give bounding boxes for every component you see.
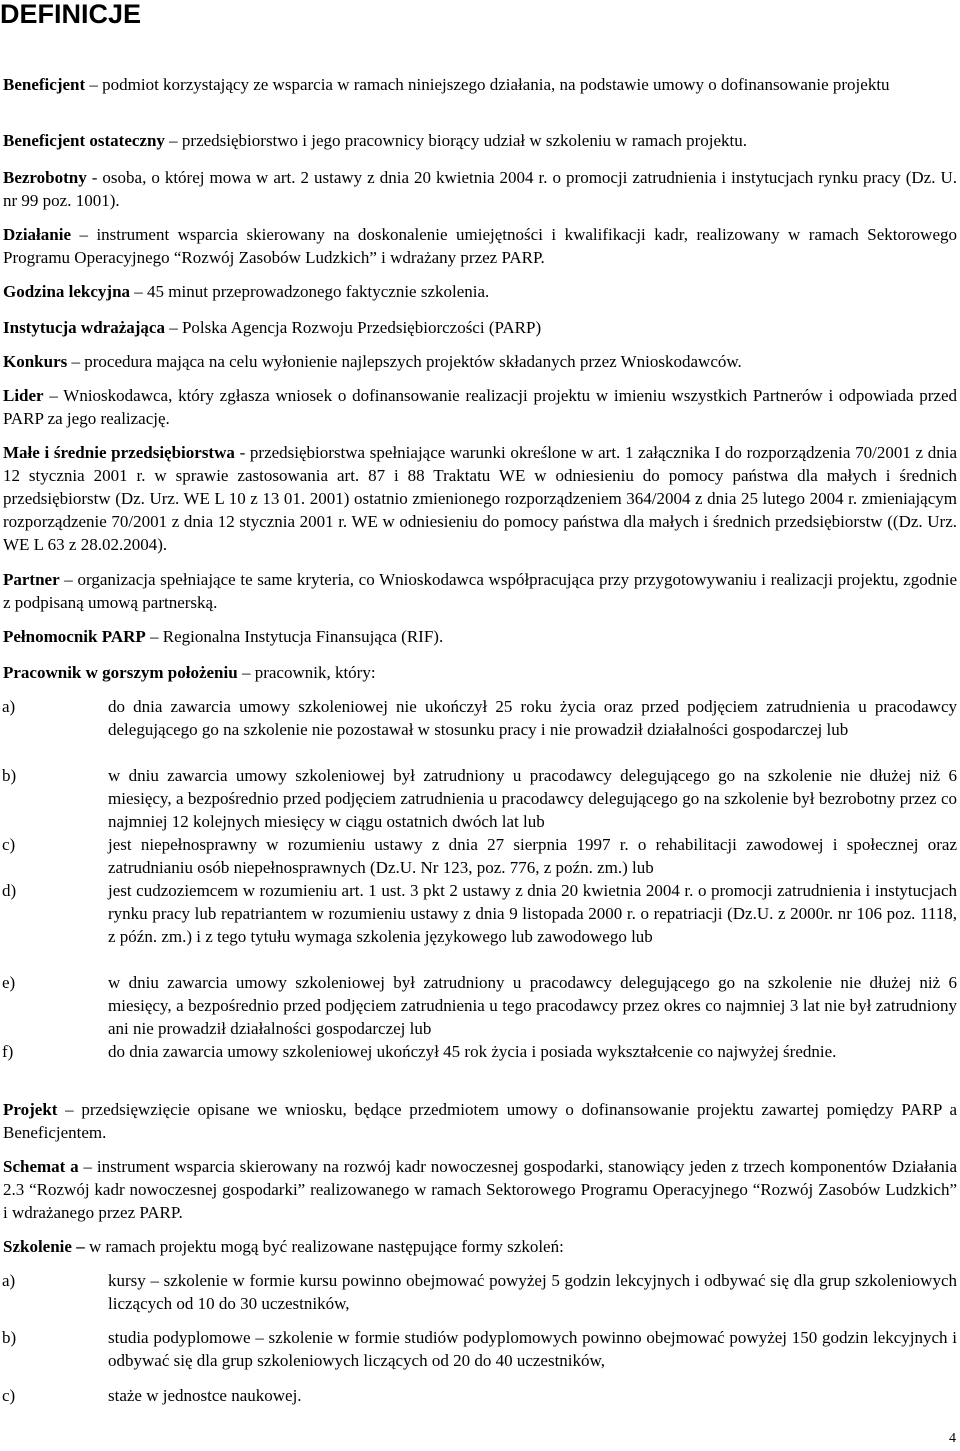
definition-text: – instrument wsparcia skierowany na doskonalenie umiejętności i kwalifikacji kadr, realizowany w ramach Sektorowego Programu Operacyjnego “Rozwój Zasobów Ludzkich” i wdrażany przez PARP. xyxy=(3,225,957,267)
definition-term: Małe i średnie przedsiębiorstwa xyxy=(3,443,235,462)
definition-text: – organizacja spełniające te same kryteria, co Wnioskodawca współpracująca przy przygotowywaniu i realizacji projektu, zgodnie z podpisaną umową partnerską. xyxy=(3,570,957,612)
definition-text: – podmiot korzystający ze wsparcia w ramach niniejszego działania, na podstawie umowy o dofinansowanie projektu xyxy=(85,75,890,94)
definition-term: Godzina lekcyjna xyxy=(3,282,131,301)
definition-term: Instytucja wdrażająca xyxy=(3,318,165,337)
list-item-text: do dnia zawarcia umowy szkoleniowej nie ukończył 25 roku życia oraz przed podjęciem zatrudnienia u pracodawcy delegującego go na szkolenie nie pozostawał w stosunku pracy i nie prowadził działalności gospodarczej lub xyxy=(108,697,957,739)
list-item-label: a) xyxy=(2,697,16,716)
list-item-text: jest niepełnosprawny w rozumieniu ustawy z dnia 27 sierpnia 1997 r. o rehabilitacji zawodowej i społecznej oraz zatrudnianiu osób niepełnosprawnych (Dz.U. Nr 123, poz. 776, z poźn. zm.) lub xyxy=(108,835,957,877)
definition-text: – procedura mająca na celu wyłonienie najlepszych projektów składanych przez Wnioskodawców. xyxy=(67,352,742,371)
list-item xyxy=(2,1040,957,1063)
list-item-text: jest cudzoziemcem w rozumieniu art. 1 ust. 3 pkt 2 ustawy z dnia 20 kwietnia 2004 r. o promocji zatrudnienia i instytucjach rynku pracy lub repatriantem w rozumieniu ustawy z dnia 9 listopada 2000 r. o repatriacji (Dz.U. z 2000r. nr 106 poz. 1118, z późn. zm.) i z tego tytułu wymaga szkolenia językowego lub zawodowego lub xyxy=(108,881,957,946)
definition-term: Konkurs xyxy=(3,352,68,371)
definition-term: Bezrobotny xyxy=(3,168,87,187)
definition-term: Lider xyxy=(3,386,44,405)
definition-text: – przedsiębiorstwo i jego pracownicy biorący udział w szkoleniu w ramach projektu. xyxy=(164,131,747,150)
definition-term: Pełnomocnik PARP xyxy=(3,627,146,646)
definition-lider xyxy=(3,384,957,430)
definition-szkolenie xyxy=(3,1235,957,1258)
definition-text: – Regionalna Instytucja Finansująca (RIF). xyxy=(145,627,444,646)
definition-msp xyxy=(3,441,957,556)
definition-projekt xyxy=(3,1098,957,1144)
definition-term: Schemat a xyxy=(3,1157,79,1176)
list-item-text: do dnia zawarcia umowy szkoleniowej ukończył 45 rok życia i posiada wykształcenie co najwyżej średnie. xyxy=(108,1042,837,1061)
definition-text: – Polska Agencja Rozwoju Przedsiębiorczości (PARP) xyxy=(164,318,542,337)
definition-partner xyxy=(3,568,957,614)
list-item xyxy=(2,1326,957,1372)
definition-text: – przedsięwzięcie opisane we wniosku, będące przedmiotem umowy o dofinansowanie projektu zawartej pomiędzy PARP a Beneficjentem. xyxy=(3,1100,957,1142)
definition-term: Działanie xyxy=(3,225,71,244)
list-item-label: d) xyxy=(2,881,17,900)
definition-instytucja-wdrazajaca xyxy=(3,316,957,339)
definition-text: – 45 minut przeprowadzonego faktycznie szkolenia. xyxy=(130,282,490,301)
list-item xyxy=(2,833,957,879)
list-item-label: c) xyxy=(2,835,16,854)
definition-text: - osoba, o której mowa w art. 2 ustawy z dnia 20 kwietnia 2004 r. o promocji zatrudnienia i instytucjach rynku pracy (Dz. U. nr 99 poz. 1001). xyxy=(3,168,957,210)
list-item xyxy=(2,971,957,1040)
list-item-label: c) xyxy=(2,1386,16,1405)
list-item xyxy=(2,879,957,948)
definition-text: w ramach projektu mogą być realizowane następujące formy szkoleń: xyxy=(84,1237,564,1256)
list-item-text: kursy – szkolenie w formie kursu powinno obejmować powyżej 5 godzin lekcyjnych i odbywać się dla grup szkoleniowych liczących od 10 do 30 uczestników, xyxy=(108,1271,957,1313)
definition-text: - przedsiębiorstwa spełniające warunki określone w art. 1 załącznika I do rozporządzenia 70/2001 z dnia 12 stycznia 2001 r. w sprawie zastosowania art. 87 i 88 Traktatu WE w odniesieniu do pomocy państwa dla małych i średnich przedsiębiorstw (Dz. Urz. WE L 10 z 13 01. 2001) ostatnio zmienionego rozporządzeniem 364/2004 z dnia 25 lutego 2004 r. zmieniającym rozporządzenie 70/2001 z dnia 12 stycznia 2001 r. WE w odniesieniu do pomocy państwa dla małych i średnich przedsiębiorstw ((Dz. Urz. WE L 63 z 28.02.2004). xyxy=(3,443,958,554)
definition-pracownik-w-gorszym-polozeniu xyxy=(3,661,957,684)
list-item xyxy=(2,764,957,833)
list-item-text: w dniu zawarcia umowy szkoleniowej był zatrudniony u pracodawcy delegującego go na szkolenie nie dłużej niż 6 miesięcy, a bezpośrednio przed podjęciem zatrudnienia u tego pracodawcy przez okres co najmniej 3 lat nie był zatrudniony ani nie prowadził działalności gospodarczej lub xyxy=(108,973,957,1038)
list-item-label: e) xyxy=(2,973,16,992)
definition-godzina-lekcyjna xyxy=(3,280,957,303)
definition-term: Pracownik w gorszym położeniu xyxy=(3,663,238,682)
list-item-label: a) xyxy=(2,1271,16,1290)
definition-text: – pracownik, który: xyxy=(237,663,376,682)
definition-konkurs xyxy=(3,350,957,373)
page-number: 4 xyxy=(949,1431,956,1446)
definition-term: Beneficjent ostateczny xyxy=(3,131,165,150)
list-item-label: b) xyxy=(2,766,17,785)
list-item-text: w dniu zawarcia umowy szkoleniowej był zatrudniony u pracodawcy delegującego go na szkolenie nie dłużej niż 6 miesięcy, a bezpośrednio przed podjęciem zatrudnienia u pracodawcy delegującego go na szkolenie był bezrobotny przez co najmniej 12 kolejnych miesięcy w ciągu ostatnich dwóch lat lub xyxy=(108,766,957,831)
definition-bezrobotny xyxy=(3,166,957,212)
definition-text: – Wnioskodawca, który zgłasza wniosek o dofinansowanie realizacji projektu w imieniu wszystkich Partnerów i odpowiada przed PARP za jego realizację. xyxy=(3,386,957,428)
definition-text: – instrument wsparcia skierowany na rozwój kadr nowoczesnej gospodarki, stanowiący jeden z trzech komponentów Działania 2.3 “Rozwój kadr nowoczesnej gospodarki” realizowanego w ramach Sektorowego Programu Operacyjnego “Rozwój Zasobów Ludzkich” i wdrażanego przez PARP. xyxy=(3,1157,957,1222)
definition-schemat-a xyxy=(3,1155,957,1224)
definition-pelnomocnik-parp xyxy=(3,625,957,648)
definition-term: Beneficjent xyxy=(3,75,86,94)
list-item xyxy=(2,1269,957,1315)
definition-dzialanie xyxy=(3,223,957,269)
list-item-text: staże w jednostce naukowej. xyxy=(108,1386,302,1405)
definition-term: Partner xyxy=(3,570,60,589)
page-title: DEFINICJE xyxy=(0,0,142,29)
list-item xyxy=(2,695,957,741)
list-item xyxy=(2,1384,957,1407)
list-item-label: b) xyxy=(2,1328,17,1347)
list-item-label: f) xyxy=(2,1042,14,1061)
list-item-text: studia podyplomowe – szkolenie w formie studiów podyplomowych powinno obejmować powyżej 150 godzin lekcyjnych i odbywać się dla grup szkoleniowych liczących od 20 do 40 uczestników, xyxy=(108,1328,957,1370)
definition-beneficjent-ostateczny xyxy=(3,129,957,152)
definition-term: Szkolenie – xyxy=(3,1237,85,1256)
definition-beneficjent xyxy=(3,73,957,96)
definition-term: Projekt xyxy=(3,1100,58,1119)
